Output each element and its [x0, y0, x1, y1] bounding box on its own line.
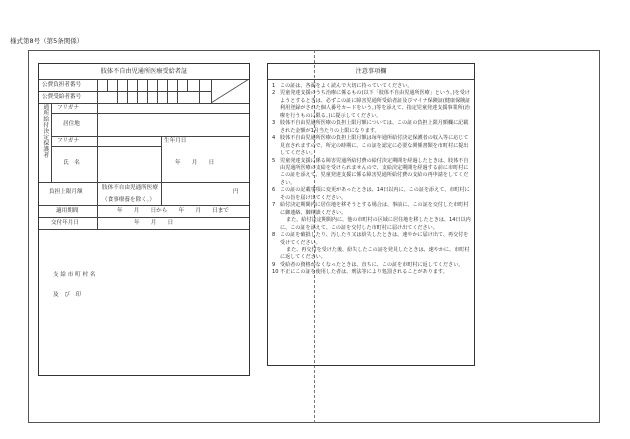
diagonal-strike [211, 79, 249, 103]
note-text: この証は、各面をよく読んで大切に持っていてください。 [280, 83, 413, 89]
note-text: 不正にこの証を使用した者は、刑法等により処罰されることがあります。 [280, 269, 448, 276]
copay-limit-description: 肢体不自由児通所医療 [102, 185, 158, 191]
note-item [272, 90, 472, 120]
notes-title: 注意事項欄 [355, 68, 387, 75]
note-text: 児童発達支援に係る障害児通所給付費の給付決定期間を経過したときは、肢体不自由児通所医療の支給を受けられませんので、支給決定期間を経過する前に市町村にこの証を添えて、児童発達支援に係る障害児通所給付費の支給の再申請をしてください。 [280, 157, 469, 186]
notes-list [272, 83, 472, 277]
note-subtext: また、給付決定期間内に、他の市町村の区域に居住地を移したときは、14日以内に、この証を添えて、この証を交付した市町村に届け出てください。 [280, 217, 471, 231]
note-number: 5 [272, 157, 276, 164]
note-item [272, 187, 472, 202]
note-text: 受給者の資格がなくなったときは、直ちに、この証を市町村に返してください。 [280, 261, 464, 268]
note-subtext: また、再交付を受けた後、紛失したこの証を発見したときは、速やかに、市町村に返してください。 [280, 246, 470, 261]
note-text: この証を破損したり、汚したり又は紛失したときは、速やかに届け出て、再交付を受けてください。 また、再交付を受けた後、紛失したこの証を発見したときは、速やかに、市町村に返してください。 [280, 232, 472, 262]
copay-limit-label: 負担上限月額 [49, 189, 83, 195]
guardian-group-label: 通所給付決定保護者 [41, 104, 48, 158]
note-text: この証の記載事項に変更があったときは、14日以内に、この証を添えて、市町村にその旨を届け出てください。 [280, 187, 470, 201]
note-item [272, 135, 472, 157]
seal-label: 及 び 印 [53, 292, 81, 298]
note-text: 肢体不自由児通所医療の負担上限月額については、この証の負担上限月額欄に記載された金額が1月当たりの上限になります。 [280, 120, 469, 134]
note-item [272, 202, 472, 232]
issue-date-label: 交付年月日 [51, 220, 79, 226]
public-recipient-number-label: 公費受給者番号 [42, 93, 82, 100]
note-number: 8 [272, 232, 276, 239]
note-text: 児童発達支援のうち治療に係るもの(以下「肢体不自由児通所医療」という。)を受けようとするときは、必ずこの証に障害児通所受給者証及びマイナ保険証(健康保険証利用登録がされた個人番号カードをいう。)等を添えて、指定児童発達支援事業所(治療を行うものに限る。)に提示してください。 [280, 90, 471, 119]
note-text: 肢体不自由児通所医療の負担上限月額は毎年通所給付決定保護者の収入等に応じて見直されますので、所定の時期に、この証を認定に必要な関係書類を市町村に提出してください。 [280, 135, 469, 157]
note-number: 10 [272, 269, 279, 276]
certificate-title: 肢体不自由児通所医療受給者証 [100, 68, 188, 75]
note-item [272, 269, 472, 276]
certificate-table [38, 63, 250, 376]
address-label: 居住地 [63, 121, 80, 127]
note-number: 3 [272, 120, 276, 127]
furigana-label-1: フリガナ [57, 104, 80, 111]
issue-date-value: 年 月 日 [134, 220, 174, 226]
period-value: 年 月 日から 年 月 日まで [117, 208, 229, 214]
yen-unit: 円 [233, 189, 239, 195]
name-label: 氏 名 [63, 160, 80, 166]
note-item [272, 120, 472, 135]
note-text: 給付決定期間内に居住地を移そうとする場合は、事前に、この証を交付した市町村に御連絡、御相談ください。 また、給付決定期間内に、他の市町村の区域に居住地を移したときは、14日以内に、この証を添えて、この証を交付した市町村に届け出てください。 [280, 202, 471, 231]
copay-meal-note: （食事療養を除く。） [102, 197, 156, 203]
note-number: 4 [272, 135, 276, 142]
note-number: 9 [272, 261, 276, 268]
note-number: 2 [272, 90, 276, 97]
note-number: 7 [272, 202, 276, 209]
furigana-label-2: フリガナ [57, 137, 80, 144]
note-number: 6 [272, 187, 276, 194]
period-label: 適用期間 [56, 208, 79, 214]
municipality-label: 支 給 市 町 村 名 [53, 272, 96, 278]
note-item [272, 158, 472, 188]
note-item [272, 232, 472, 262]
public-payer-number-label: 公費負担者番号 [42, 81, 82, 88]
birth-date-value: 年 月 日 [175, 160, 215, 166]
form-number-label: 様式第8号（第5条関係） [10, 37, 84, 45]
note-number: 1 [272, 83, 276, 89]
birth-date-label: 生年月日 [164, 137, 187, 144]
